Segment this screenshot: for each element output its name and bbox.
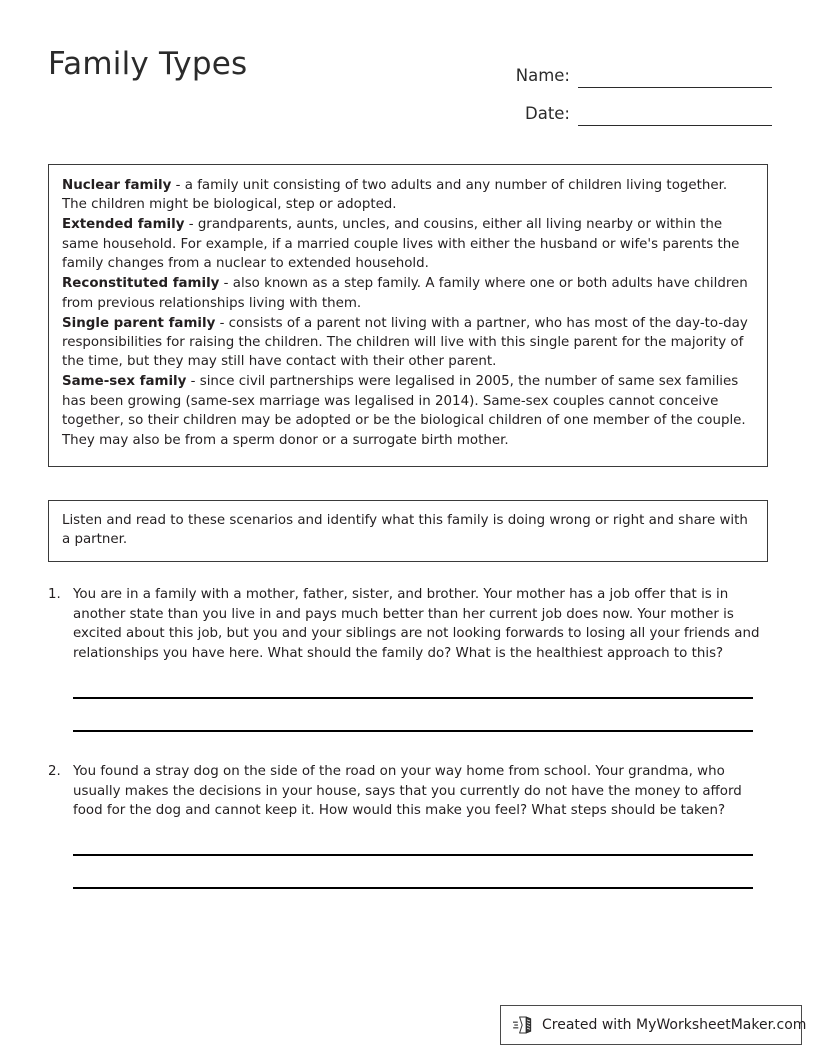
question-item xyxy=(48,762,772,889)
created-with-label: Created with MyWorksheetMaker.com xyxy=(542,1017,807,1033)
myworksheetmaker-logo-icon xyxy=(513,1014,535,1036)
definition-separator: - xyxy=(186,374,200,390)
definition-item xyxy=(62,274,754,313)
definition-separator: - xyxy=(219,276,233,292)
answer-lines xyxy=(48,833,772,889)
created-with-badge[interactable] xyxy=(500,1005,807,1045)
question-text: You are in a family with a mother, father, sister, and brother. Your mother has a job offer that is in another state than you live in and pays much better than her current job does now. Your mother is excited about this job, but you and your siblings are not looking forwards to losing all your friends and relationships you have here. What should the family do? What is the healthiest approach to this? xyxy=(73,587,760,662)
definition-item xyxy=(62,176,754,215)
definition-description: also known as a step family. A family where one or both adults have children from previous relationships living with them. xyxy=(62,276,748,311)
definition-separator: - xyxy=(184,217,198,233)
page-title: Family Types xyxy=(48,46,248,82)
question-number: 1. xyxy=(48,587,61,602)
date-field-label: Date: xyxy=(525,104,570,123)
definition-term: Nuclear family xyxy=(62,178,172,193)
question-header xyxy=(48,585,772,664)
definition-term: Same-sex family xyxy=(62,374,187,390)
definition-description: consists of a parent not living with a partner, who has most of the day-to-day responsibilities for raising the children. The children will live with this single parent for the majority of the time, but they may still have contact with their other parent. xyxy=(62,315,748,370)
definition-term: Extended family xyxy=(62,217,185,233)
name-field-row xyxy=(500,50,772,88)
definition-item xyxy=(62,372,754,450)
question-number: 2. xyxy=(48,763,61,779)
definition-item xyxy=(62,314,754,372)
instruction-text: Listen and read to these scenarios and identify what this family is doing wrong or right and share with a partner. xyxy=(62,513,748,548)
definition-item xyxy=(62,215,754,273)
date-input[interactable] xyxy=(578,105,772,126)
worksheet-header xyxy=(0,0,816,140)
definition-term: Reconstituted family xyxy=(62,276,220,292)
definition-separator: - xyxy=(215,315,229,331)
questions-list xyxy=(48,585,772,897)
question-item xyxy=(48,585,772,732)
family-types-definitions-box xyxy=(48,164,768,467)
question-text: You found a stray dog on the side of the road on your way home from school. Your grandma, who usually makes the decisions in your house, says that you currently do not have the money to afford food for the dog and cannot keep it. How would this make you feel? What steps should be taken? xyxy=(73,763,742,819)
name-field-label: Name: xyxy=(515,66,570,85)
definition-description: since civil partnerships were legalised in 2005, the number of same sex families has been growing (same-sex marriage was legalised in 2014). Same-sex couples cannot conceive together, so their children may be adopted or be the biological children of one member of the couple. They may also be from a sperm donor or a surrogate birth mother. xyxy=(62,374,746,448)
definition-description: a family unit consisting of two adults and any number of children living together. The children might be biological, step or adopted. xyxy=(62,178,728,213)
answer-line[interactable] xyxy=(73,676,753,699)
question-header xyxy=(48,762,772,821)
definition-description: grandparents, aunts, uncles, and cousins, either all living nearby or within the same household. For example, if a married couple lives with either the husband or wife's parents the family changes from a nuclear to extended household. xyxy=(62,217,740,272)
definition-term: Single parent family xyxy=(62,315,216,331)
name-input[interactable] xyxy=(578,67,772,88)
date-field-row xyxy=(500,88,772,126)
student-info-fields xyxy=(500,50,772,126)
answer-line[interactable] xyxy=(73,699,753,732)
instruction-box xyxy=(48,500,768,562)
answer-line[interactable] xyxy=(73,833,753,856)
definition-separator: - xyxy=(171,178,185,193)
answer-lines xyxy=(48,676,772,732)
answer-line[interactable] xyxy=(73,856,753,889)
